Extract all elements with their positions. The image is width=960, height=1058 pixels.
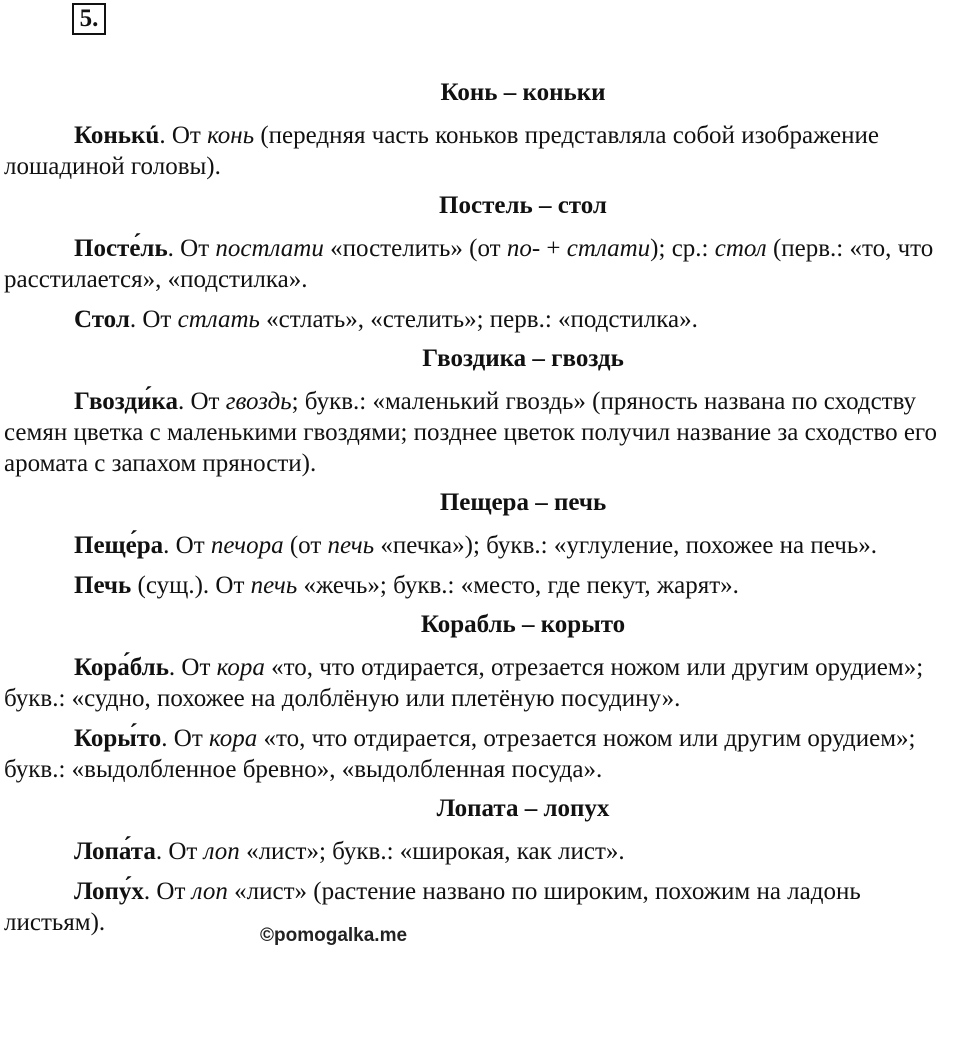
entry-term: Гвозди́ка [74,388,178,415]
entry-text: . От [143,878,192,905]
entry-paragraph [4,876,956,938]
etymon-word: стлать [177,306,260,333]
entry-paragraph [4,652,956,714]
entry-text: . От [155,838,204,865]
etymon-word: гвоздь [225,388,292,415]
etymon-word: печь [250,572,298,599]
entry-term: Посте́ль [74,235,168,262]
entry-paragraph [4,120,956,182]
etymon-word: кора [216,654,265,681]
entry-text: . От [177,388,226,415]
entry-paragraph [4,304,956,335]
task-number-box: 5. [72,3,106,35]
entry-text: «жечь»; букв.: «место, где пекут, жарят». [297,572,739,599]
entry-text: «то, что отдирается, отрезается ножом или другим орудием»; букв.: «судно, похожее на долблёную или плетёную посудину». [4,654,924,712]
etymon-word: стол [714,235,767,262]
document-body [4,78,956,947]
entry-term: Коры́то [74,725,162,752]
entry-text: «печка»); букв.: «углуление, похожее на печь». [374,532,877,559]
etymon-word: стлати [566,235,651,262]
entry-paragraph [4,723,956,785]
entry-text: . От [167,235,216,262]
etymon-word: лоп [191,878,228,905]
section-heading: Лопата – лопух [436,795,610,822]
entry-text: . От [159,122,208,149]
entry-text: «лист»; букв.: «широкая, как лист». [239,838,625,865]
entry-term: Кора́бль [74,654,169,681]
section-heading: Пещера – печь [439,489,607,516]
etymon-word: по- [506,235,541,262]
entry-paragraph [4,836,956,867]
entry-paragraph [4,386,956,479]
entry-term: Пеще́ра [74,532,164,559]
entry-text: «стлать», «стелить»; перв.: «подстилка». [259,306,698,333]
etymon-word: печь [327,532,375,559]
section-heading: Корабль – корыто [420,611,626,638]
entry-term: Лопа́та [74,838,156,865]
entry-text: (передняя часть коньков представляла собой изображение лошадиной головы). [4,122,880,180]
entry-text: «лист» (растение названо по широким, похожим на ладонь листьям). [4,878,861,936]
entry-paragraph [4,530,956,561]
etymon-word: постлати [215,235,324,262]
watermark: ©pomogalka.me [260,925,408,946]
entry-term: Конькú [74,122,160,149]
entry-text: ); ср.: [650,235,715,262]
section-heading: Гвоздика – гвоздь [422,345,624,372]
entry-text: ; букв.: «маленький гвоздь» (пряность названа по сходству семян цветка с маленькими гвоздями; позднее цветок получил название за сходство его аромата с запахом пряности). [4,388,938,477]
entry-text: (перв.: «то, что расстилается», «подстилка». [4,235,934,293]
entry-term: Лопу́х [74,878,144,905]
entry-text: (от [283,532,328,559]
entry-text: . От [168,654,217,681]
entry-text: «постелить» (от [323,235,507,262]
entry-text: . От [161,725,209,752]
etymon-word: лоп [203,838,240,865]
entry-text: . От [163,532,211,559]
etymon-word: конь [207,122,255,149]
section-heading: Конь – коньки [440,79,606,106]
entry-paragraph [4,570,956,601]
entry-term: Стол [74,306,130,333]
section-heading: Постель – стол [439,192,607,219]
entry-term: Печь [74,572,132,599]
entry-text: . От [129,306,178,333]
entry-paragraph [4,233,956,295]
entry-text: + [540,235,567,262]
etymon-word: кора [209,725,258,752]
entry-text: «то, что отдирается, отрезается ножом или другим орудием»; букв.: «выдолбленное бревно», «выдолбленная посуда». [4,725,916,783]
etymon-word: печора [210,532,284,559]
entry-text: (сущ.). От [131,572,251,599]
